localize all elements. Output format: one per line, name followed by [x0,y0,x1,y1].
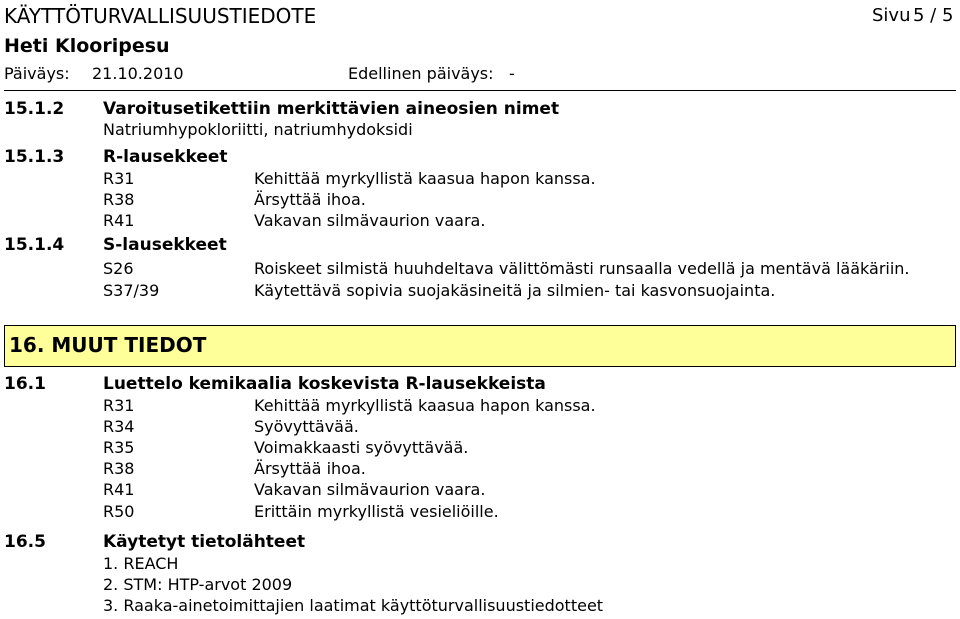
section-16-header [4,325,956,367]
phrase-code: S37/39 [103,281,160,300]
phrase-code: S26 [103,259,134,278]
phrase-code: R41 [103,480,135,499]
section-number: 16.1 [4,374,46,394]
phrase-code: R31 [103,169,135,188]
phrase-text: Vakavan silmävaurion vaara. [254,480,486,499]
previous-date-value: - [509,64,515,83]
phrase-text: Erittäin myrkyllistä vesieliöille. [254,502,499,521]
phrase-code: R50 [103,502,135,521]
product-name: Heti Klooripesu [4,35,170,57]
phrase-text: Ärsyttää ihoa. [254,190,366,209]
source-item: 1. REACH [103,554,179,573]
phrase-code: R38 [103,459,135,478]
section-number: 16.5 [4,532,46,552]
section-number: 15.1.3 [4,147,65,167]
section-number: 15.1.4 [4,235,65,255]
date-value: 21.10.2010 [92,64,184,83]
phrase-code: R34 [103,417,135,436]
page-number: 5 / 5 [913,5,954,26]
section-title: R-lausekkeet [103,147,228,167]
phrase-code: R41 [103,211,135,230]
phrase-text: Vakavan silmävaurion vaara. [254,211,486,230]
phrase-code: R38 [103,190,135,209]
phrase-code: R31 [103,396,135,415]
section-title: Luettelo kemikaalia koskevista R-lausekkeista [103,374,546,394]
document-title: KÄYTTÖTURVALLISUUSTIEDOTE [4,4,317,28]
section-16-title: 16. MUUT TIEDOT [9,333,207,357]
phrase-text: Syövyttävää. [254,417,359,436]
phrase-text: Kehittää myrkyllistä kaasua hapon kanssa. [254,169,596,188]
phrase-text: Käytettävä sopivia suojakäsineitä ja silmien- tai kasvonsuojainta. [254,281,776,300]
phrase-text: Ärsyttää ihoa. [254,459,366,478]
phrase-text: Kehittää myrkyllistä kaasua hapon kanssa. [254,396,596,415]
page-label: Sivu [872,5,911,26]
section-number: 15.1.2 [4,99,65,119]
phrase-text: Voimakkaasti syövyttävää. [254,438,469,457]
section-title: Varoitusetikettiin merkittävien aineosien nimet [103,99,560,119]
previous-date-label: Edellinen päiväys: [348,64,494,83]
section-title: Käytetyt tietolähteet [103,532,306,552]
section-text: Natriumhypokloriitti, natriumhydoksidi [103,120,413,139]
phrase-code: R35 [103,438,135,457]
source-item: 3. Raaka-ainetoimittajien laatimat käyttöturvallisuustiedotteet [103,596,604,615]
date-label: Päiväys: [4,64,70,83]
header-divider [4,90,956,91]
section-title: S-lausekkeet [103,235,227,255]
phrase-text: Roiskeet silmistä huuhdeltava välittömästi runsaalla vedellä ja mentävä lääkäriin. [254,259,910,278]
source-item: 2. STM: HTP-arvot 2009 [103,575,293,594]
